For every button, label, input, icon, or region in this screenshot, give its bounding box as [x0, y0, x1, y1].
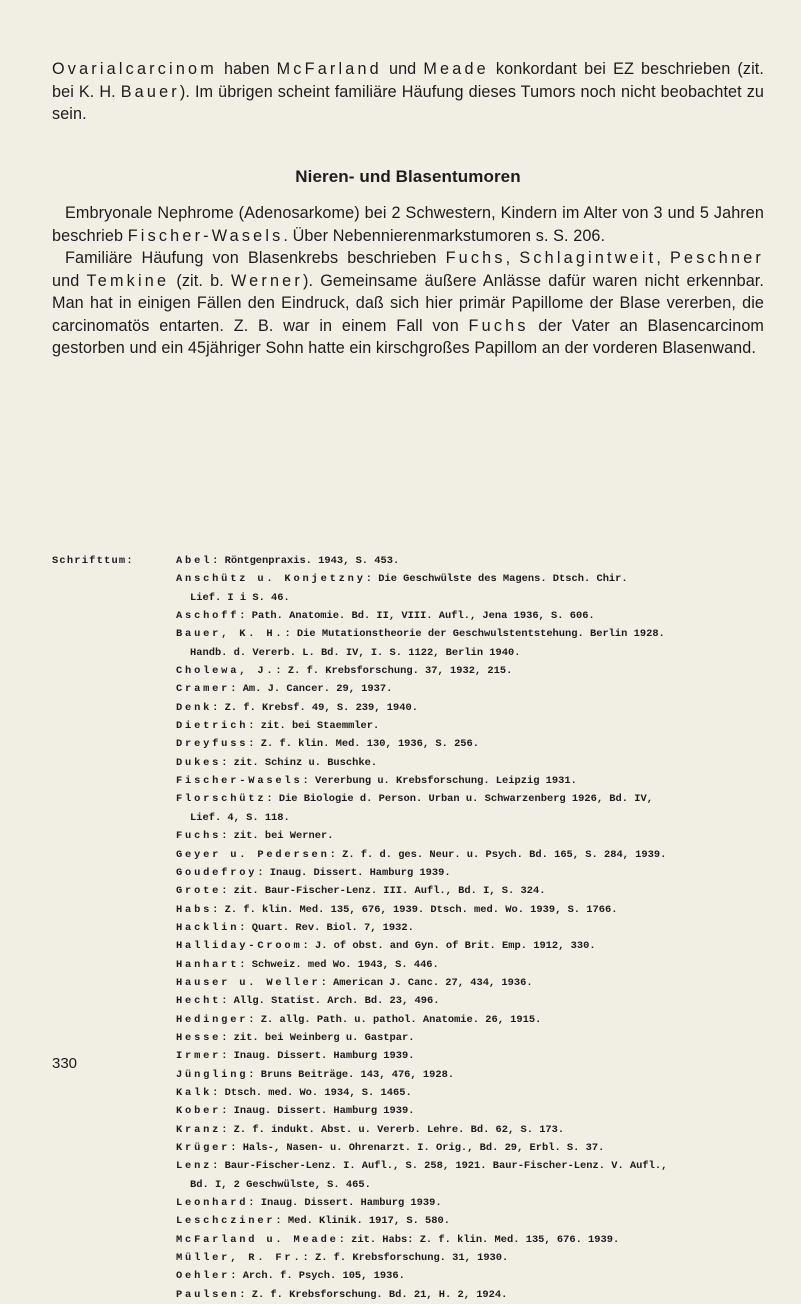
- reference-author: Hedinger: [176, 1013, 249, 1026]
- reference-author: Fischer-Wasels: [176, 775, 303, 788]
- reference-entry: [176, 680, 764, 698]
- reference-entry: [176, 607, 764, 625]
- reference-author: Lenz: [176, 1160, 213, 1173]
- reference-entry: [176, 625, 764, 662]
- reference-text: : zit. Schinz u. Buschke.: [221, 756, 378, 769]
- reference-author: Dreyfuss: [176, 738, 249, 751]
- reference-text: : Z. f. Krebsf. 49, S. 239, 1940.: [212, 701, 418, 714]
- reference-entry: [176, 1212, 764, 1230]
- reference-entry: [176, 570, 764, 607]
- section-heading: Nieren- und Blasentumoren: [295, 166, 521, 186]
- reference-author: Dukes: [176, 756, 222, 769]
- reference-entry: [176, 864, 764, 882]
- reference-entry: [176, 717, 764, 735]
- reference-entry: [176, 846, 764, 864]
- reference-entry: [176, 1249, 764, 1267]
- reference-text: : Dtsch. med. Wo. 1934, S. 1465.: [212, 1086, 412, 1099]
- reference-author: Kober: [176, 1105, 222, 1118]
- reference-author: Aschoff: [176, 610, 240, 623]
- reference-author: Cholewa, J.: [176, 665, 276, 678]
- reference-text: : Inaug. Dissert. Hamburg 1939.: [221, 1105, 415, 1118]
- reference-text: : Schweiz. med Wo. 1943, S. 446.: [239, 958, 439, 971]
- reference-text: : Z. f. Krebsforschung. Bd. 21, H. 2, 1924.: [239, 1288, 508, 1301]
- reference-entry: [176, 1102, 764, 1120]
- reference-author: Hauser u. Weller: [176, 976, 321, 989]
- reference-text: : Med. Klinik. 1917, S. 580.: [275, 1215, 450, 1228]
- reference-entry: [176, 1084, 764, 1102]
- reference-entry: [176, 937, 764, 955]
- reference-text: : Röntgenpraxis. 1943, S. 453.: [212, 555, 400, 567]
- reference-author: Denk: [176, 701, 213, 714]
- reference-continuation: Lief. I i S. 46.: [190, 591, 290, 604]
- paragraph-nephrome: Embryonale Nephrome (Adenosarkome) bei 2 Schwestern, Kindern im Alter von 3 und 5 Jahren beschrieb Fischer-Wasels. Über Nebennierenmarkstumoren s. S. 206.: [52, 204, 764, 245]
- spaced-term: Ovarialcarcinom: [52, 60, 217, 78]
- reference-text: : Bruns Beiträge. 143, 476, 1928.: [248, 1068, 455, 1081]
- author-name: Schlagintweit: [519, 249, 657, 267]
- reference-text: : zit. Baur-Fischer-Lenz. III. Aufl., Bd. I, S. 324.: [221, 885, 546, 898]
- reference-author: Geyer u. Pedersen: [176, 848, 330, 861]
- reference-entry: [176, 1267, 764, 1285]
- reference-author: Halliday-Croom: [176, 940, 303, 953]
- reference-text: : Baur-Fischer-Lenz. I. Aufl., S. 258, 1921. Baur-Fischer-Lenz. V. Aufl.,: [212, 1160, 668, 1173]
- reference-author: McFarland u. Meade: [176, 1233, 339, 1246]
- author-name: Werner: [230, 271, 303, 290]
- author-name: Peschner: [670, 249, 764, 267]
- reference-author: Kalk: [176, 1086, 213, 1099]
- reference-text: : Am. J. Cancer. 29, 1937.: [230, 683, 393, 696]
- reference-text: : Z. f. Krebsforschung. 31, 1930.: [302, 1252, 509, 1265]
- reference-entry: [176, 1029, 764, 1047]
- reference-text: : Vererbung u. Krebsforschung. Leipzig 1931.: [302, 775, 577, 788]
- reference-author: Bauer, K. H.: [176, 628, 285, 641]
- reference-text: : Die Mutationstheorie der Geschwulstentstehung. Berlin 1928.: [284, 628, 665, 641]
- reference-entry: [176, 956, 764, 974]
- reference-author: Goudefroy: [176, 866, 258, 879]
- reference-author: Abel: [176, 555, 213, 567]
- reference-text: : Quart. Rev. Biol. 7, 1932.: [239, 921, 414, 934]
- reference-author: Paulsen: [176, 1288, 240, 1301]
- reference-entry: [176, 919, 764, 937]
- reference-entry: [176, 901, 764, 919]
- reference-author: Cramer: [176, 683, 231, 696]
- reference-author: Hecht: [176, 995, 222, 1008]
- reference-text: : Die Biologie d. Person. Urban u. Schwarzenberg 1926, Bd. IV,: [266, 793, 653, 806]
- reference-text: : Path. Anatomie. Bd. II, VIII. Aufl., Jena 1936, S. 606.: [239, 610, 595, 623]
- reference-author: Anschütz u. Konjetzny: [176, 573, 366, 586]
- reference-author: Hanhart: [176, 958, 240, 971]
- author-name: McFarland: [276, 60, 382, 78]
- reference-entry: [176, 1011, 764, 1029]
- reference-text: : American J. Canc. 27, 434, 1936.: [320, 976, 533, 989]
- reference-author: Krüger: [176, 1142, 231, 1154]
- reference-entry: [176, 1157, 764, 1194]
- reference-entry: [176, 552, 764, 570]
- reference-entry: [176, 1121, 764, 1139]
- paragraph-blasenkrebs: Familiäre Häufung von Blasenkrebs beschrieben Fuchs, Schlagintweit, Peschner und Temkine (zit. b. Werner). Gemeinsame äußere Anlässe dafür waren nicht erkennbar. Man hat in einigen Fällen den Eindruck, daß sich hier primär Papillome der Blase vererben, die carcinomatös entarten. Z. B. war in einem Fall von Fuchs der Vater an Blasencarcinom gestorben und ein 45jähriger Sohn hatte ein kirschgroßes Papillom an der vorderen Blasenwand.: [52, 249, 765, 357]
- reference-author: Habs: [176, 903, 213, 916]
- reference-text: : Z. f. d. ges. Neur. u. Psych. Bd. 165, S. 284, 1939.: [329, 848, 667, 861]
- bibliography-label: Schrifttum:: [52, 555, 134, 567]
- reference-continuation: Bd. I, 2 Geschwülste, S. 465.: [190, 1178, 371, 1191]
- reference-entry: [176, 827, 764, 845]
- reference-entry: [176, 790, 764, 827]
- reference-text: : Inaug. Dissert. Hamburg 1939.: [257, 866, 451, 879]
- reference-author: Kranz: [176, 1123, 222, 1136]
- reference-continuation: Lief. 4, S. 118.: [190, 811, 290, 824]
- reference-author: Hesse: [176, 1031, 222, 1044]
- reference-text: : Arch. f. Psych. 105, 1936.: [230, 1270, 405, 1283]
- reference-entry: [176, 1139, 764, 1157]
- reference-author: Leonhard: [176, 1197, 249, 1210]
- author-name: Fuchs: [445, 249, 506, 267]
- reference-author: Fuchs: [176, 830, 222, 843]
- intro-paragraph: Ovarialcarcinom haben McFarland und Meade konkordant bei EZ beschrieben (zit. bei K. H. Bauer). Im übrigen scheint familiäre Häufung dieses Tumors noch nicht beobachtet zu sein.: [52, 60, 765, 123]
- main-text: [52, 58, 764, 360]
- reference-entry: [176, 1066, 764, 1084]
- author-name: Meade: [423, 60, 489, 78]
- reference-list: [176, 552, 764, 1304]
- reference-text: : zit. bei Weinberg u. Gastpar.: [221, 1031, 415, 1044]
- reference-text: : Z. f. klin. Med. 135, 676, 1939. Dtsch. med. Wo. 1939, S. 1766.: [212, 903, 618, 916]
- reference-author: Hacklin: [176, 921, 240, 934]
- author-name: Fischer-Wasels: [127, 226, 284, 245]
- bibliography: [52, 552, 764, 1304]
- reference-entry: [176, 699, 764, 717]
- reference-entry: [176, 1231, 764, 1249]
- reference-entry: [176, 882, 764, 900]
- reference-entry: [176, 1286, 764, 1304]
- author-name: Bauer: [120, 82, 180, 101]
- reference-text: : Z. allg. Path. u. pathol. Anatomie. 26, 1915.: [248, 1013, 542, 1026]
- reference-entry: [176, 662, 764, 680]
- reference-author: Jüngling: [176, 1068, 249, 1081]
- reference-author: Oehler: [176, 1270, 231, 1283]
- reference-text: : zit. Habs: Z. f. klin. Med. 135, 676. 1939.: [338, 1233, 620, 1246]
- reference-author: Müller, R. Fr.: [176, 1252, 303, 1265]
- author-name: Temkine: [86, 271, 170, 290]
- reference-entry: [176, 1047, 764, 1065]
- reference-text: : Hals-, Nasen- u. Ohrenarzt. I. Orig., Bd. 29, Erbl. S. 37.: [230, 1142, 605, 1154]
- reference-author: Grote: [176, 885, 222, 898]
- reference-text: : Z. f. indukt. Abst. u. Vererb. Lehre. Bd. 62, S. 173.: [221, 1123, 565, 1136]
- reference-author: Dietrich: [176, 720, 249, 733]
- reference-text: : Z. f. klin. Med. 130, 1936, S. 256.: [248, 738, 480, 751]
- reference-entry: [176, 772, 764, 790]
- reference-text: : Die Geschwülste des Magens. Dtsch. Chir.: [365, 573, 628, 586]
- reference-continuation: Handb. d. Vererb. L. Bd. IV, I. S. 1122, Berlin 1940.: [190, 646, 521, 659]
- reference-author: Irmer: [176, 1050, 222, 1063]
- reference-entry: [176, 974, 764, 992]
- reference-entry: [176, 992, 764, 1010]
- reference-text: : zit. bei Werner.: [221, 830, 334, 843]
- reference-author: Leschcziner: [176, 1215, 276, 1228]
- reference-entry: [176, 735, 764, 753]
- reference-text: : J. of obst. and Gyn. of Brit. Emp. 1912, 330.: [302, 940, 596, 953]
- reference-entry: [176, 754, 764, 772]
- reference-text: : Inaug. Dissert. Hamburg 1939.: [221, 1050, 415, 1063]
- page-number: 330: [52, 1055, 78, 1072]
- reference-author: Florschütz: [176, 793, 267, 806]
- reference-entry: [176, 1194, 764, 1212]
- reference-text: : zit. bei Staemmler.: [248, 720, 380, 733]
- reference-text: : Inaug. Dissert. Hamburg 1939.: [248, 1197, 442, 1210]
- author-name: Fuchs: [468, 316, 529, 335]
- reference-text: : Allg. Statist. Arch. Bd. 23, 496.: [221, 995, 440, 1008]
- reference-text: : Z. f. Krebsforschung. 37, 1932, 215.: [275, 665, 513, 678]
